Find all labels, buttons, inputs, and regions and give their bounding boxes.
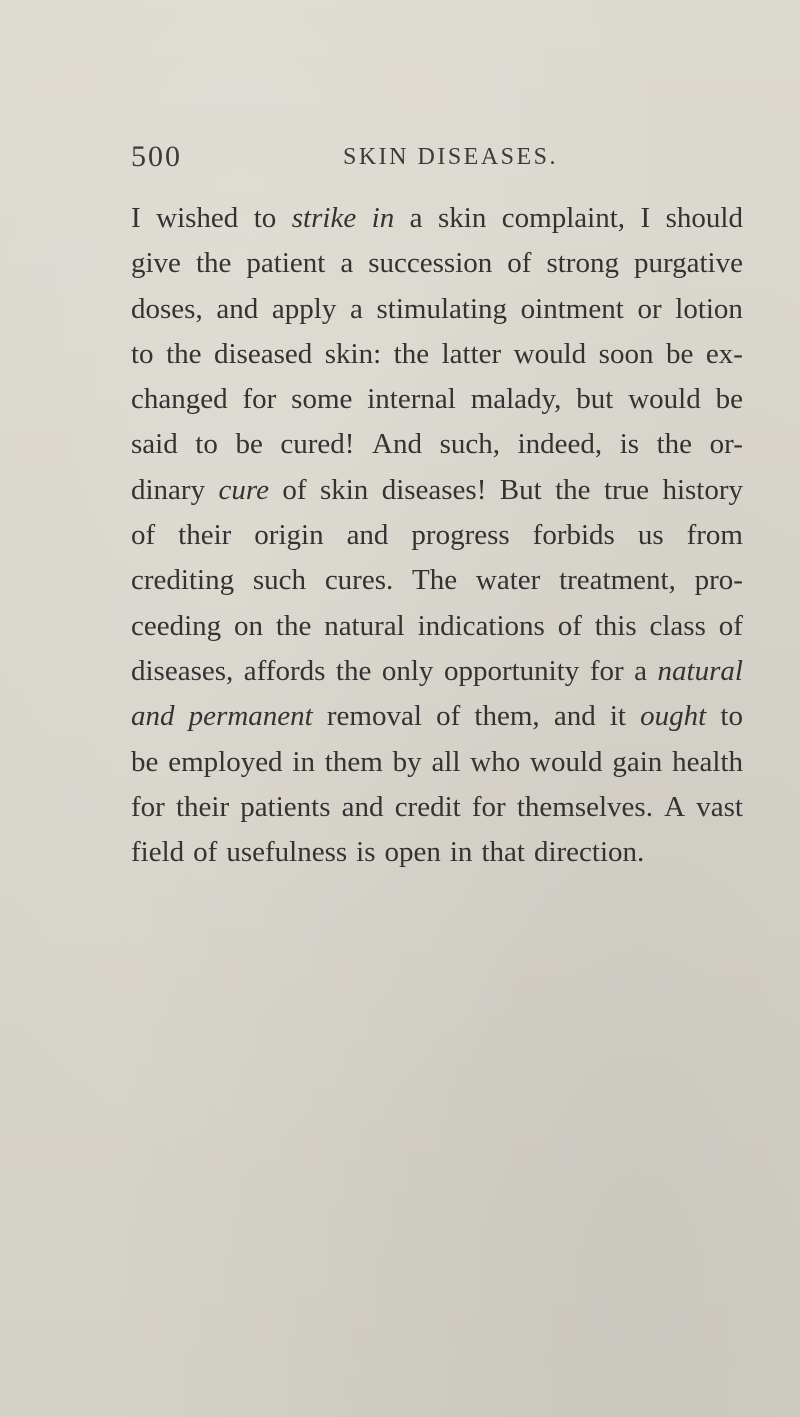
- word: in: [292, 745, 315, 778]
- text-line: [131, 468, 743, 513]
- word: a: [349, 292, 363, 325]
- word: a: [409, 202, 423, 234]
- word: such: [252, 564, 307, 597]
- text-line: [131, 332, 743, 377]
- word: of: [436, 700, 461, 733]
- word: gain: [612, 745, 663, 778]
- word: the: [656, 428, 693, 461]
- word: and: [553, 700, 596, 733]
- word: would: [513, 337, 587, 370]
- word: purgative: [633, 247, 743, 280]
- word: to: [131, 337, 154, 370]
- word: history: [662, 473, 743, 506]
- word: employed: [168, 745, 283, 778]
- word: to: [253, 202, 277, 234]
- word: latter: [441, 337, 502, 370]
- word: be: [715, 383, 743, 416]
- italic-word: cure: [218, 473, 269, 506]
- italic-word: in: [371, 202, 395, 234]
- word: natural: [324, 609, 405, 642]
- word: skin: [438, 202, 487, 234]
- word: by: [392, 745, 422, 778]
- word: diseases,: [131, 654, 234, 687]
- word: should: [665, 202, 743, 234]
- word: apply: [271, 292, 337, 325]
- word: for: [471, 790, 506, 823]
- word: credit: [394, 790, 461, 823]
- word: internal: [367, 383, 456, 416]
- text-line: [131, 241, 743, 286]
- word: health: [672, 745, 743, 778]
- word: from: [686, 519, 743, 552]
- word: pro-: [694, 564, 743, 597]
- word: lotion: [675, 292, 743, 325]
- word: I: [640, 202, 651, 234]
- word: themselves.: [516, 790, 653, 823]
- word: is: [619, 428, 640, 461]
- word: be: [665, 337, 694, 370]
- text-line: [131, 422, 743, 467]
- word: is: [356, 836, 376, 869]
- text-line: [131, 694, 743, 739]
- word: of: [131, 519, 156, 552]
- word: us: [637, 519, 664, 552]
- word: patients: [240, 790, 331, 823]
- word: origin: [254, 519, 324, 552]
- word: said: [131, 428, 178, 461]
- word: But: [499, 473, 542, 506]
- word: And: [372, 428, 422, 461]
- word: diseases!: [381, 473, 487, 506]
- word: doses,: [131, 292, 203, 325]
- page-number: 500: [131, 140, 182, 173]
- word: them: [324, 745, 383, 778]
- word: of: [193, 836, 218, 869]
- word: ex-: [705, 337, 743, 370]
- word: for: [589, 654, 624, 687]
- text-line: [131, 830, 743, 875]
- text-line: [131, 558, 743, 603]
- word: indications: [417, 609, 545, 642]
- word: removal: [326, 700, 422, 733]
- word: that: [481, 836, 525, 869]
- word: their: [178, 519, 232, 552]
- word: I: [131, 202, 141, 234]
- body-paragraph: [131, 196, 743, 875]
- word: treatment,: [559, 564, 676, 597]
- word: the: [393, 337, 430, 370]
- word: this: [594, 609, 637, 642]
- word: the: [166, 337, 202, 370]
- word: or-: [709, 428, 743, 461]
- word: of: [557, 609, 582, 642]
- text-line: [131, 377, 743, 422]
- word: but: [576, 383, 614, 416]
- text-line: [131, 513, 743, 558]
- word: field: [131, 836, 185, 869]
- word: complaint,: [501, 202, 626, 234]
- word: skin: [319, 473, 369, 506]
- word: usefulness: [226, 836, 348, 869]
- word: of: [282, 473, 307, 506]
- word: to: [195, 428, 218, 461]
- word: progress: [411, 519, 510, 552]
- word: for: [242, 383, 277, 416]
- word: for: [131, 790, 165, 823]
- word: water: [475, 564, 541, 597]
- word: and: [216, 292, 259, 325]
- word: a: [634, 654, 648, 687]
- word: vast: [696, 790, 743, 823]
- italic-word: strike: [291, 202, 357, 234]
- word: the: [195, 247, 232, 280]
- word: patient: [246, 247, 326, 280]
- text-line: [131, 740, 743, 785]
- word: affords: [243, 654, 326, 687]
- text-line: [131, 287, 743, 332]
- word: succession: [368, 247, 493, 280]
- text-line: [131, 649, 743, 694]
- text-line: [131, 785, 743, 830]
- word: give: [131, 247, 181, 280]
- word: or: [637, 292, 662, 325]
- word: and: [341, 790, 384, 823]
- text-line: [131, 604, 743, 649]
- word: and: [346, 519, 389, 552]
- word: in: [449, 836, 473, 869]
- word: strong: [546, 247, 619, 280]
- italic-word: ought: [640, 700, 707, 733]
- word: A: [664, 790, 686, 823]
- word: open: [384, 836, 441, 869]
- word: changed: [131, 383, 228, 416]
- word: be: [131, 745, 159, 778]
- word: indeed,: [517, 428, 603, 461]
- word: a: [340, 247, 354, 280]
- word: of: [718, 609, 743, 642]
- italic-word: permanent: [188, 700, 313, 733]
- word: ceeding: [131, 609, 222, 642]
- word: of: [507, 247, 532, 280]
- word: the: [335, 654, 372, 687]
- word: dinary: [131, 473, 206, 506]
- word: cures.: [324, 564, 394, 597]
- word: the: [555, 473, 591, 506]
- word: who: [470, 745, 521, 778]
- word: some: [291, 383, 353, 416]
- word: direction.: [533, 836, 645, 869]
- page-header: [131, 140, 731, 180]
- word: class: [649, 609, 706, 642]
- text-line: [131, 196, 743, 241]
- word: only: [381, 654, 434, 687]
- word: would: [530, 745, 603, 778]
- word: would: [628, 383, 701, 416]
- italic-word: natural: [657, 654, 743, 687]
- word: their: [175, 790, 230, 823]
- word: cured!: [280, 428, 355, 461]
- word: opportunity: [443, 654, 580, 687]
- word: them,: [474, 700, 540, 733]
- word: on: [234, 609, 264, 642]
- word: malady,: [470, 383, 562, 416]
- word: wished: [156, 202, 239, 234]
- word: forbids: [532, 519, 615, 552]
- word: all: [431, 745, 461, 778]
- word: soon: [598, 337, 654, 370]
- word: diseased: [214, 337, 313, 370]
- word: the: [275, 609, 312, 642]
- word: crediting: [131, 564, 235, 597]
- word: skin:: [324, 337, 382, 370]
- word: to: [720, 700, 743, 733]
- word: The: [412, 564, 458, 597]
- word: it: [609, 700, 626, 733]
- running-head: SKIN DISEASES.: [343, 144, 559, 170]
- italic-word: and: [131, 700, 175, 733]
- word: true: [603, 473, 650, 506]
- word: ointment: [520, 292, 624, 325]
- word: stimulating: [376, 292, 508, 325]
- word: such,: [439, 428, 500, 461]
- word: be: [235, 428, 263, 461]
